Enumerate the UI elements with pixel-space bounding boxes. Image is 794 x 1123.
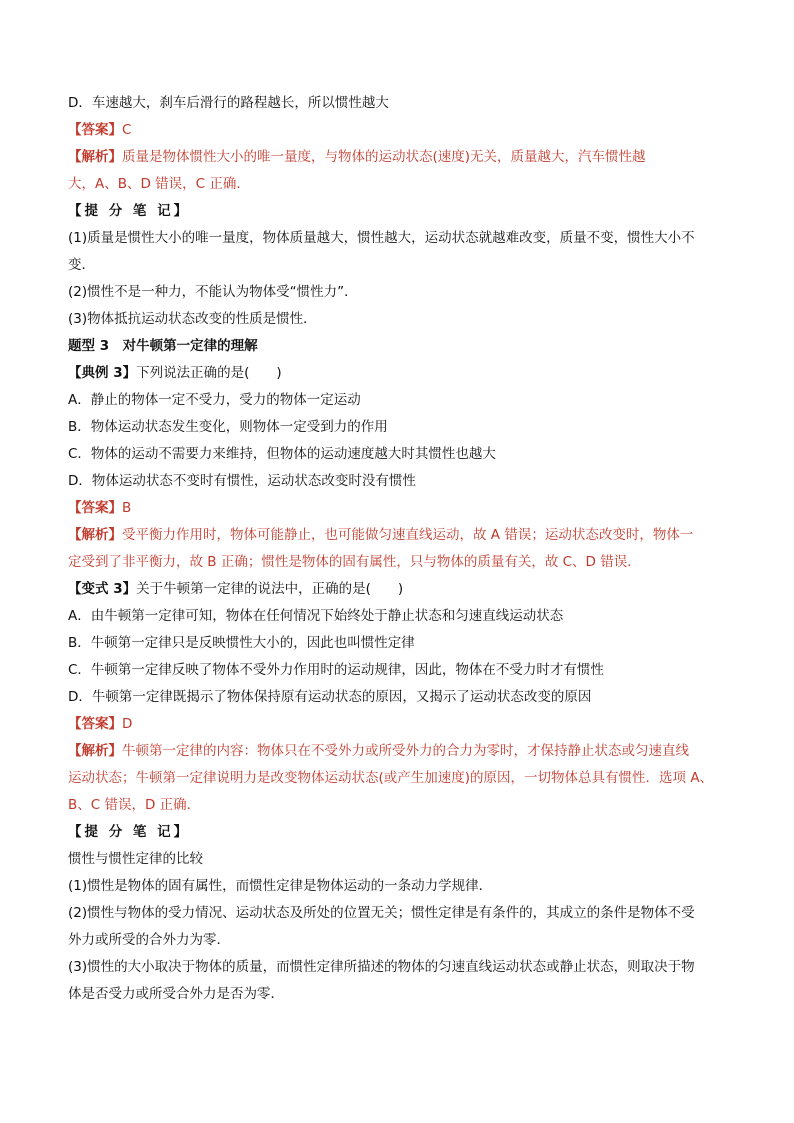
analysis-text: 定受到了非平衡力，故 B 正确；惯性是物体的固有属性，只与物体的质量有关，故 C、D 错误． <box>68 554 641 570</box>
text-content: (1)惯性是物体的固有属性，而惯性定律是物体运动的一条动力学规律． <box>68 878 493 894</box>
example-label: 【变式 3】 <box>68 581 137 597</box>
text-line <box>68 657 740 684</box>
text-content: 变． <box>68 257 95 273</box>
analysis-text: B、C 错误，D 正确． <box>68 797 201 813</box>
section-heading <box>68 333 740 360</box>
text-content: D．车速越大，刹车后滑行的路程越长，所以惯性越大 <box>68 95 389 111</box>
analysis-label: 【解析】 <box>68 743 122 759</box>
analysis-label: 【解析】 <box>68 527 122 543</box>
note-title: 【提 分 笔 记】 <box>68 824 191 840</box>
answer-value: B <box>122 500 132 516</box>
answer-value: C <box>122 122 132 138</box>
analysis-text: 牛顿第一定律的内容：物体只在不受外力或所受外力的合力为零时，才保持静止状态或匀速直线 <box>122 743 689 759</box>
example-line <box>68 360 740 387</box>
text-line <box>68 225 740 252</box>
text-line <box>68 468 740 495</box>
text-content: B．牛顿第一定律只是反映惯性大小的，因此也叫惯性定律 <box>68 635 415 651</box>
text-line <box>68 927 740 954</box>
analysis-continuation <box>68 171 740 198</box>
example-line <box>68 576 740 603</box>
section-title: 题型 3 对牛顿第一定律的理解 <box>68 338 258 354</box>
text-line <box>68 846 740 873</box>
text-line <box>68 441 740 468</box>
text-content: 外力或所受的合外力为零． <box>68 932 230 948</box>
analysis-continuation <box>68 792 740 819</box>
answer-label: 【答案】 <box>68 122 122 138</box>
analysis-text: 大，A、B、D 错误，C 正确． <box>68 176 250 192</box>
text-line <box>68 954 740 981</box>
answer-line <box>68 117 740 144</box>
text-content: C．牛顿第一定律反映了物体不受外力作用时的运动规律，因此，物体在不受力时才有惯性 <box>68 662 604 678</box>
answer-line <box>68 495 740 522</box>
analysis-text: 受平衡力作用时，物体可能静止，也可能做匀速直线运动，故 A 错误；运动状态改变时，物体一 <box>122 527 694 543</box>
document-page <box>68 90 740 1008</box>
text-line <box>68 90 740 117</box>
text-content: (2)惯性与物体的受力情况、运动状态及所处的位置无关；惯性定律是有条件的，其成立的条件是物体不受 <box>68 905 695 921</box>
text-line <box>68 981 740 1008</box>
text-content: A．静止的物体一定不受力，受力的物体一定运动 <box>68 392 361 408</box>
text-content: (3)物体抵抗运动状态改变的性质是惯性． <box>68 311 317 327</box>
example-question: 关于牛顿第一定律的说法中，正确的是( ) <box>136 581 404 597</box>
text-content: A．由牛顿第一定律可知，物体在任何情况下始终处于静止状态和匀速直线运动状态 <box>68 608 564 624</box>
text-line <box>68 873 740 900</box>
text-content: D．物体运动状态不变时有惯性，运动状态改变时没有惯性 <box>68 473 416 489</box>
analysis-label: 【解析】 <box>68 149 122 165</box>
text-line <box>68 306 740 333</box>
text-content: C．物体的运动不需要力来维持，但物体的运动速度越大时其惯性也越大 <box>68 446 496 462</box>
text-line <box>68 900 740 927</box>
answer-label: 【答案】 <box>68 716 122 732</box>
text-line <box>68 684 740 711</box>
text-line <box>68 630 740 657</box>
text-content: 惯性与惯性定律的比较 <box>68 851 203 867</box>
text-content: (3)惯性的大小取决于物体的质量，而惯性定律所描述的物体的匀速直线运动状态或静止状态，则取决于物 <box>68 959 695 975</box>
note-title: 【提 分 笔 记】 <box>68 203 191 219</box>
text-content: 体是否受力或所受合外力是否为零． <box>68 986 284 1002</box>
text-line <box>68 603 740 630</box>
analysis-text: 质量是物体惯性大小的唯一量度，与物体的运动状态(速度)无关，质量越大，汽车惯性越 <box>122 149 646 165</box>
note-heading <box>68 819 740 846</box>
analysis-continuation <box>68 549 740 576</box>
text-line <box>68 387 740 414</box>
text-content: D．牛顿第一定律既揭示了物体保持原有运动状态的原因，又揭示了运动状态改变的原因 <box>68 689 592 705</box>
text-content: (2)惯性不是一种力，不能认为物体受“惯性力”． <box>68 284 358 300</box>
answer-label: 【答案】 <box>68 500 122 516</box>
text-line <box>68 414 740 441</box>
analysis-line <box>68 522 740 549</box>
example-question: 下列说法正确的是( ) <box>136 365 282 381</box>
analysis-text: 运动状态；牛顿第一定律说明力是改变物体运动状态(或产生加速度)的原因，一切物体总具有惯性．选项 A、 <box>68 770 714 786</box>
answer-value: D <box>122 716 133 732</box>
analysis-line <box>68 144 740 171</box>
analysis-line <box>68 738 740 765</box>
answer-line <box>68 711 740 738</box>
note-heading <box>68 198 740 225</box>
example-label: 【典例 3】 <box>68 365 137 381</box>
text-line <box>68 279 740 306</box>
analysis-continuation <box>68 765 740 792</box>
text-content: B．物体运动状态发生变化，则物体一定受到力的作用 <box>68 419 388 435</box>
text-line <box>68 252 740 279</box>
text-content: (1)质量是惯性大小的唯一量度，物体质量越大，惯性越大，运动状态就越难改变，质量不变，惯性大小不 <box>68 230 695 246</box>
